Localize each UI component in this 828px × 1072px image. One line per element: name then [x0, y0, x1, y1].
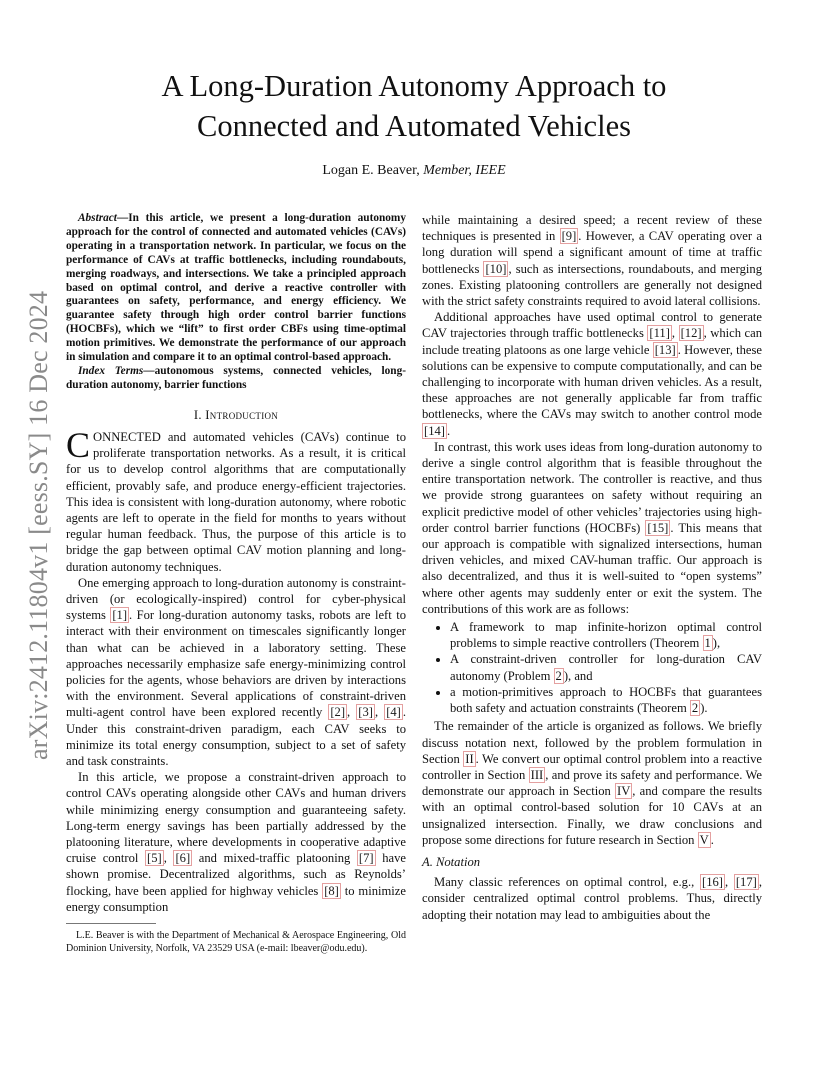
text-run: and mixed-traffic platooning — [192, 851, 357, 866]
left-column — [66, 212, 406, 955]
citation-link[interactable]: [2] — [330, 705, 346, 720]
intro-paragraph-1-text: ONNECTED and automated vehicles (CAVs) continue to proliferate transportation networks. As a result, it is critical for us to develop control algorithms that are computationally efficient, provably safe, and produce energy-efficient trajectories. This idea is consistent with long-duration autonomy, where robotic agents are left to operate in the field for months to years without regular human feedback. Thus, the purpose of this article is to bridge the gap between optimal CAV motion planning and long-duration autonomy techniques. — [66, 429, 406, 574]
index-terms-label: Index Terms — [78, 364, 144, 377]
intro-paragraph-1 — [66, 424, 406, 575]
text-run: , which can include treating platoons as one large vehicle — [422, 326, 763, 357]
text-run: . Under this constraint-driven paradigm, each CAV seeks to minimize its total energy consumption, subject to a set of safety and task constraints. — [66, 705, 407, 769]
section-link[interactable]: IV — [617, 784, 631, 799]
text-run: while maintaining a desired speed; a recent review of these techniques is presented in — [422, 213, 762, 244]
drop-cap: C — [66, 424, 91, 465]
arxiv-identifier: arXiv:2412.11804v1 [eess.SY] 16 Dec 2024 — [24, 290, 53, 760]
right-paragraph-5 — [422, 874, 762, 923]
text-run: . We convert our optimal control problem into a reactive controller in Section — [422, 751, 762, 782]
intro-paragraph-3 — [66, 769, 406, 915]
text-run: a motion-primitives approach to HOCBFs that guarantees both safety and actuation constraints (Theorem — [450, 684, 762, 716]
citation-link[interactable]: [15] — [647, 520, 669, 535]
section-heading-introduction: I. Introduction — [193, 407, 279, 422]
abstract-label: Abstract — [78, 212, 117, 224]
contribution-item — [450, 684, 762, 716]
text-run: The remainder of the article is organized as follows. We briefly discuss notation next, followed by the problem formulation in Section — [422, 719, 762, 766]
citation-link[interactable]: [13] — [654, 342, 676, 357]
right-column — [422, 212, 762, 923]
author-footnote: L.E. Beaver is with the Department of Mechanical & Aerospace Engineering, Old Dominion University, Norfolk, VA 23529 USA (e-mail: lbeaver@odu.edu). — [66, 930, 406, 954]
text-run: to minimize energy consumption — [66, 883, 406, 914]
problem-link[interactable]: 2 — [555, 668, 562, 683]
text-run: , — [374, 705, 385, 720]
index-terms — [66, 365, 406, 393]
right-paragraph-3 — [422, 439, 762, 617]
text-run: In contrast, this work uses ideas from long-duration autonomy to derive a single control algorithm that is feasible throughout the entire transportation network. The controller is reactive, and thus we provide strong guarantees on safety without requiring an explicit predictive model of other vehicles’ trajectories using high-order control barrier functions (HOCBFs) — [422, 439, 762, 535]
author-role: Member, IEEE — [423, 163, 506, 178]
citation-link[interactable]: [17] — [735, 875, 757, 890]
text-run: , — [347, 705, 357, 720]
citation-link[interactable]: [10] — [485, 261, 507, 276]
title-line-1: A Long-Duration Autonomy Approach to — [161, 69, 667, 103]
text-run: , — [724, 875, 734, 890]
citation-link[interactable]: [8] — [324, 883, 339, 898]
text-run: . However, these solutions can be expensive to compute computationally, and can be challenging to incorporate with human driven vehicles. As a result, these approaches are not generally applicable far from traffic bottlenecks, where the CAVs may switch to another control mode — [422, 342, 762, 422]
citation-link[interactable]: [6] — [175, 851, 191, 866]
citation-link[interactable]: [5] — [147, 851, 162, 866]
text-run: . For long-duration autonomy tasks, robots are left to interact with their environment on timescales significantly longer than what can be achieved in a laboratory setting. These approaches necessarily emphasize safe energy-minimizing control policies for the agents, whose behaviors are driven by interactions with the environment. Several applications of constraint-driven multi-agent control have been explored recently — [66, 608, 406, 720]
citation-link[interactable]: [1] — [112, 608, 128, 623]
contribution-item — [450, 619, 762, 651]
citation-link[interactable]: [16] — [702, 875, 723, 890]
text-run: , — [671, 326, 679, 341]
intro-paragraph-2 — [66, 575, 406, 769]
right-paragraph-2 — [422, 309, 762, 439]
contributions-list — [422, 619, 762, 716]
citation-link[interactable]: [9] — [561, 229, 577, 244]
citation-link[interactable]: [14] — [424, 423, 445, 438]
paper-title — [60, 66, 768, 146]
subsection-heading-notation: A. Notation — [422, 854, 481, 869]
text-run: . — [710, 832, 714, 847]
text-run: A constraint-driven controller for long-duration CAV autonomy (Problem — [450, 652, 762, 683]
text-run: , and prove its safety and performance. We demonstrate our approach in Section — [422, 767, 762, 799]
text-run: . This means that our approach is compatible with signalized intersections, human driven vehicles, and mixed CAV-human traffic. Our approach is also decentralized, and thus it is well-suited to “open systems” where other agents may suddenly enter or exit the system. The contributions of this work are as follows: — [422, 520, 762, 616]
text-run: , and compare the results with an optimal control-based solution for 10 CAVs at an unsignalized intersection. Finally, we draw conclusions and propose some directions for future research in Section — [422, 784, 762, 847]
text-run: , consider centralized optimal control problems. Thus, directly adopting their notation may lead to ambiguities about the — [422, 875, 762, 922]
text-run: A framework to map infinite-horizon optimal control problems to simple reactive controllers (Theorem — [450, 620, 762, 651]
right-paragraph-1 — [422, 212, 762, 309]
section-link[interactable]: II — [465, 751, 474, 766]
text-run: . — [446, 423, 451, 438]
text-run: Additional approaches have used optimal control to generate CAV trajectories through traffic bottlenecks — [422, 310, 762, 341]
text-run: ), — [712, 636, 721, 651]
contribution-item — [450, 651, 762, 683]
abstract-text: —In this article, we present a long-duration autonomy approach for the control of connected and automated vehicles (CAVs) operating in a transportation network. In particular, we focus on the performance of CAVs at traffic bottlenecks, including roundabouts, merging roadways, and intersections. We take a principled approach based on optimal control, and derive a reactive controller with guarantees on safety, performance, and energy efficiency. We guarantee safety through high order control barrier functions (HOCBFs), which we “lift” to first order CBFs using time-optimal motion primitives. We demonstrate the performance of our approach in simulation and compare it to an optimal control-based approach. — [66, 212, 406, 364]
section-link[interactable]: V — [699, 832, 709, 847]
text-run: , — [163, 851, 174, 866]
footnote-rule — [66, 923, 156, 924]
citation-link[interactable]: [11] — [649, 326, 670, 341]
text-run: Many classic references on optimal control, e.g., — [434, 875, 700, 890]
author-name: Logan E. Beaver, — [322, 163, 420, 178]
theorem-link[interactable]: 1 — [704, 636, 711, 651]
text-run: In this article, we propose a constraint-driven approach to control CAVs operating alongside other CAVs and human drivers while minimizing energy consumption and guaranteeing safety. Long-term energy savings has been partially addressed by the platooning literature, where developments in cooperative adaptive cruise control — [66, 770, 406, 866]
text-run: have shown promise. Decentralized algorithms, such as Reynolds’ flocking, have been applied for highway vehicles — [66, 851, 407, 898]
citation-link[interactable]: [7] — [358, 851, 374, 866]
text-run: , such as intersections, roundabouts, and merging zones. Existing platooning controllers are generally not designed with the strict safety constraints required to avoid lateral collisions. — [422, 261, 762, 309]
section-link[interactable]: III — [530, 767, 544, 782]
citation-link[interactable]: [4] — [386, 705, 401, 720]
text-run: One emerging approach to long-duration autonomy is constraint-driven (or ecologically-inspired) control for cyber-physical systems — [66, 575, 406, 623]
citation-link[interactable]: [12] — [680, 326, 702, 341]
text-run: ). — [700, 701, 708, 716]
title-line-2: Connected and Automated Vehicles — [197, 109, 631, 143]
theorem-link[interactable]: 2 — [691, 701, 699, 716]
index-terms-text: —autonomous systems, connected vehicles, long-duration autonomy, barrier functions — [66, 364, 406, 391]
text-run: ), and — [563, 668, 593, 683]
author-line — [60, 163, 768, 179]
text-run: . However, a CAV operating over a long duration will spend a significant amount of time at traffic bottlenecks — [422, 229, 762, 276]
right-paragraph-4 — [422, 718, 762, 848]
citation-link[interactable]: [3] — [358, 705, 373, 720]
abstract — [66, 212, 406, 365]
